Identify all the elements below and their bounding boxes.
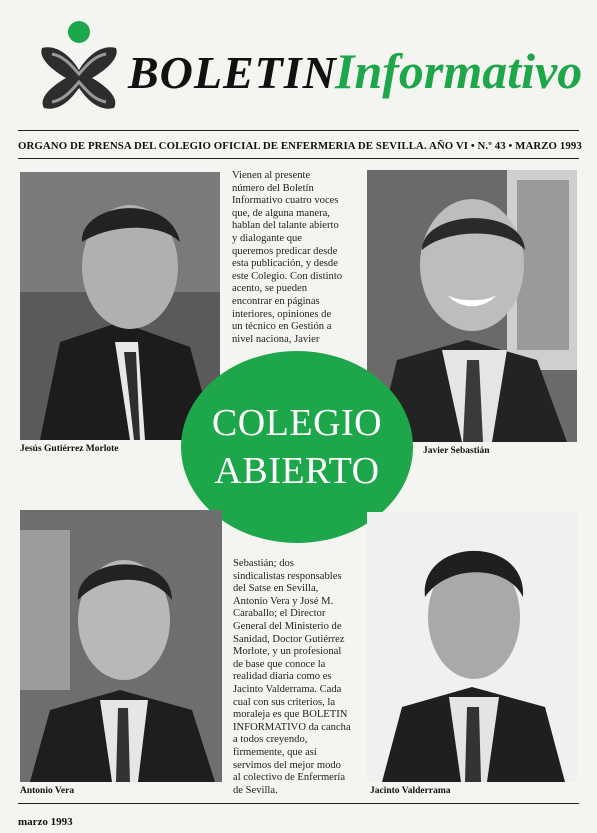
photo-caption: Jacinto Valderrama: [370, 786, 451, 796]
text-line: Sanidad, Doctor Gutiérrez: [233, 633, 345, 645]
text-line: Jacinto Valderrama. Cada: [233, 683, 342, 695]
portrait-photo: [20, 510, 222, 782]
text-line: un técnico en Gestión a: [232, 321, 332, 333]
masthead-title: BOLETIN: [128, 47, 337, 98]
text-line: que, de alguna manera,: [232, 207, 330, 219]
text-line: moraleja es que BOLETIN: [233, 709, 348, 721]
text-line: Sebastián; dos: [233, 558, 294, 569]
text-line: al colectivo de Enfermería: [233, 772, 346, 784]
text-line: esta publicación, y desde: [232, 258, 338, 270]
text-line: número del Boletín: [232, 182, 314, 194]
masthead-subtitle: ORGANO DE PRENSA DEL COLEGIO OFICIAL DE ENFERMERIA DE SEVILLA. AÑO VI • N.º 43 • MARZO 1993: [18, 140, 582, 152]
text-line: del Satse en Sevilla,: [233, 583, 319, 595]
text-line: INFORMATIVO da cancha: [233, 721, 351, 733]
badge-line: COLEGIO: [211, 402, 383, 444]
text-line: queremos predicar desde: [232, 245, 338, 257]
portrait-photo: [367, 512, 577, 782]
portrait-photo: [20, 172, 220, 440]
text-line: este Colegio. Con distinto: [232, 270, 343, 282]
photo-caption: Jesús Gutiérrez Morlote: [20, 444, 119, 454]
text-line: sindicalistas responsables: [233, 570, 342, 582]
badge-line: ABIERTO: [214, 450, 380, 492]
text-line: de base que conoce la: [233, 658, 326, 670]
colegio-logo: [36, 18, 122, 114]
article-text-column: [233, 558, 351, 797]
text-line: acento, se pueden: [232, 283, 308, 295]
text-line: y dialogante que: [232, 232, 303, 244]
text-line: encontrar en páginas: [232, 295, 320, 307]
photo-caption: Antonio Vera: [20, 786, 75, 796]
divider: [18, 158, 579, 159]
article-text-column: [232, 170, 342, 346]
masthead-title-accent: Informativo: [335, 43, 583, 99]
text-line: Caraballo; el Director: [233, 608, 326, 620]
text-line: firmemente, que así: [233, 746, 317, 758]
photo-caption: Javier Sebastián: [423, 446, 490, 456]
text-line: Antonio Vera y José M.: [233, 595, 334, 607]
text-line: a todos creyendo,: [233, 734, 308, 746]
text-line: Informativo cuatro voces: [232, 195, 339, 207]
text-line: interiores, opiniones de: [232, 308, 332, 320]
text-line: servimos del mejor modo: [233, 759, 341, 771]
text-line: nivel naciona, Javier: [232, 333, 320, 345]
divider: [18, 803, 579, 804]
footer-date: marzo 1993: [18, 816, 73, 828]
text-line: Vienen al presente: [232, 170, 311, 181]
text-line: cual con sus criterios, la: [233, 696, 336, 708]
text-line: realidad diaria como es: [233, 671, 332, 683]
text-line: de Sevilla.: [233, 784, 278, 796]
text-line: Morlote, y un profesional: [233, 646, 342, 658]
text-line: General del Ministerio de: [233, 620, 342, 632]
text-line: hablan del talante abierto: [232, 220, 339, 232]
divider: [18, 130, 579, 131]
